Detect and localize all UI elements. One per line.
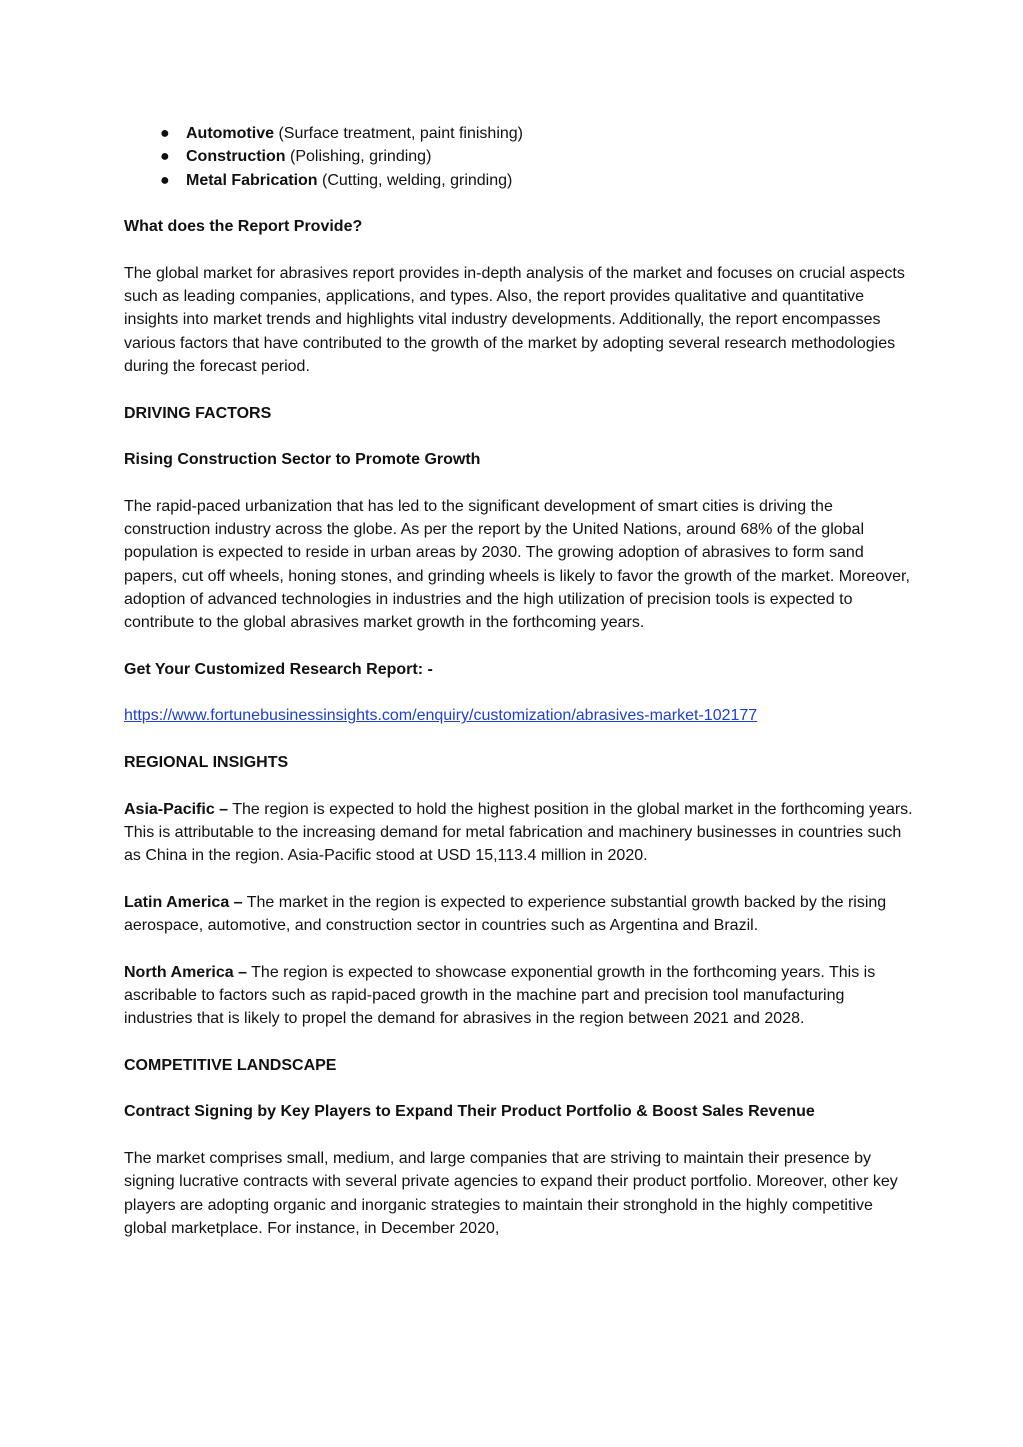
- custom-report-link[interactable]: https://www.fortunebusinessinsights.com/enquiry/customization/abrasives-market-102177: [124, 707, 758, 725]
- list-item: [124, 169, 914, 192]
- driving-factors-paragraph: The rapid-paced urbanization that has led to the significant development of smart cities is driving the construction industry across the globe. As per the report by the United Nations, around 68% of the global population is expected to reside in urban areas by 2030. The growing adoption of abrasives to form sand papers, cut off wheels, honing stones, and grinding wheels is likely to favor the growth of the market. Moreover, adoption of advanced technologies in industries and the high utilization of precision tools is expected to contribute to the global abrasives market growth in the forthcoming years.: [124, 497, 910, 632]
- region-name: Latin America –: [124, 893, 243, 911]
- list-item-detail: (Cutting, welding, grinding): [317, 171, 513, 189]
- region-text: The region is expected to hold the highest position in the global market in the forthcoming years. This is attributable to the increasing demand for metal fabrication and machinery businesses in countries such as China in the region. Asia-Pacific stood at USD 15,113.4 million in 2020.: [124, 800, 913, 865]
- region-name: North America –: [124, 963, 247, 981]
- list-item: [124, 122, 914, 145]
- region-paragraph-asia-pacific: [124, 798, 914, 868]
- region-paragraph-north-america: [124, 961, 914, 1031]
- competitive-landscape-paragraph: The market comprises small, medium, and large companies that are striving to maintain their presence by signing lucrative contracts with several private agencies to expand their product portfolio. Moreover, other key players are adopting organic and inorganic strategies to maintain their stronghold in the highly competitive global marketplace. For instance, in December 2020,: [124, 1150, 898, 1237]
- driving-factors-heading: DRIVING FACTORS: [124, 404, 272, 422]
- list-item: [124, 145, 914, 168]
- list-item-detail: (Surface treatment, paint finishing): [274, 125, 524, 142]
- bullet-icon: ●: [160, 148, 170, 166]
- list-item-title: Automotive: [186, 125, 274, 142]
- bullet-icon: ●: [160, 125, 170, 142]
- region-text: The market in the region is expected to experience substantial growth backed by the rising aerospace, automotive, and construction sector in countries such as Argentina and Brazil.: [124, 893, 887, 935]
- custom-report-heading: Get Your Customized Research Report: -: [124, 660, 433, 678]
- driving-factors-subheading: Rising Construction Sector to Promote Growth: [124, 451, 481, 469]
- competitive-landscape-heading: COMPETITIVE LANDSCAPE: [124, 1056, 337, 1074]
- list-item-title: Construction: [186, 148, 286, 166]
- region-name: Asia-Pacific –: [124, 800, 229, 818]
- regional-insights-heading: REGIONAL INSIGHTS: [124, 754, 289, 772]
- region-text: The region is expected to showcase exponential growth in the forthcoming years. This is ascribable to factors such as rapid-paced growth in the machine part and precision tool manufacturing industries that is likely to propel the demand for abrasives in the region between 2021 and 2028.: [124, 963, 876, 1028]
- list-item-detail: (Polishing, grinding): [285, 148, 432, 166]
- document-page: [124, 122, 914, 1264]
- report-paragraph: The global market for abrasives report provides in-depth analysis of the market and focuses on crucial aspects such as leading companies, applications, and types. Also, the report provides qualitative and quantitative insights into market trends and highlights vital industry developments. Additionally, the report encompasses various factors that have contributed to the growth of the market by adopting several research methodologies during the forecast period.: [124, 264, 905, 375]
- bullet-icon: ●: [160, 171, 170, 189]
- report-heading: What does the Report Provide?: [124, 218, 363, 236]
- competitive-landscape-subheading: Contract Signing by Key Players to Expand Their Product Portfolio & Boost Sales Revenue: [124, 1103, 815, 1121]
- region-paragraph-latin-america: [124, 891, 914, 938]
- application-list: [124, 122, 914, 192]
- list-item-title: Metal Fabrication: [186, 171, 318, 189]
